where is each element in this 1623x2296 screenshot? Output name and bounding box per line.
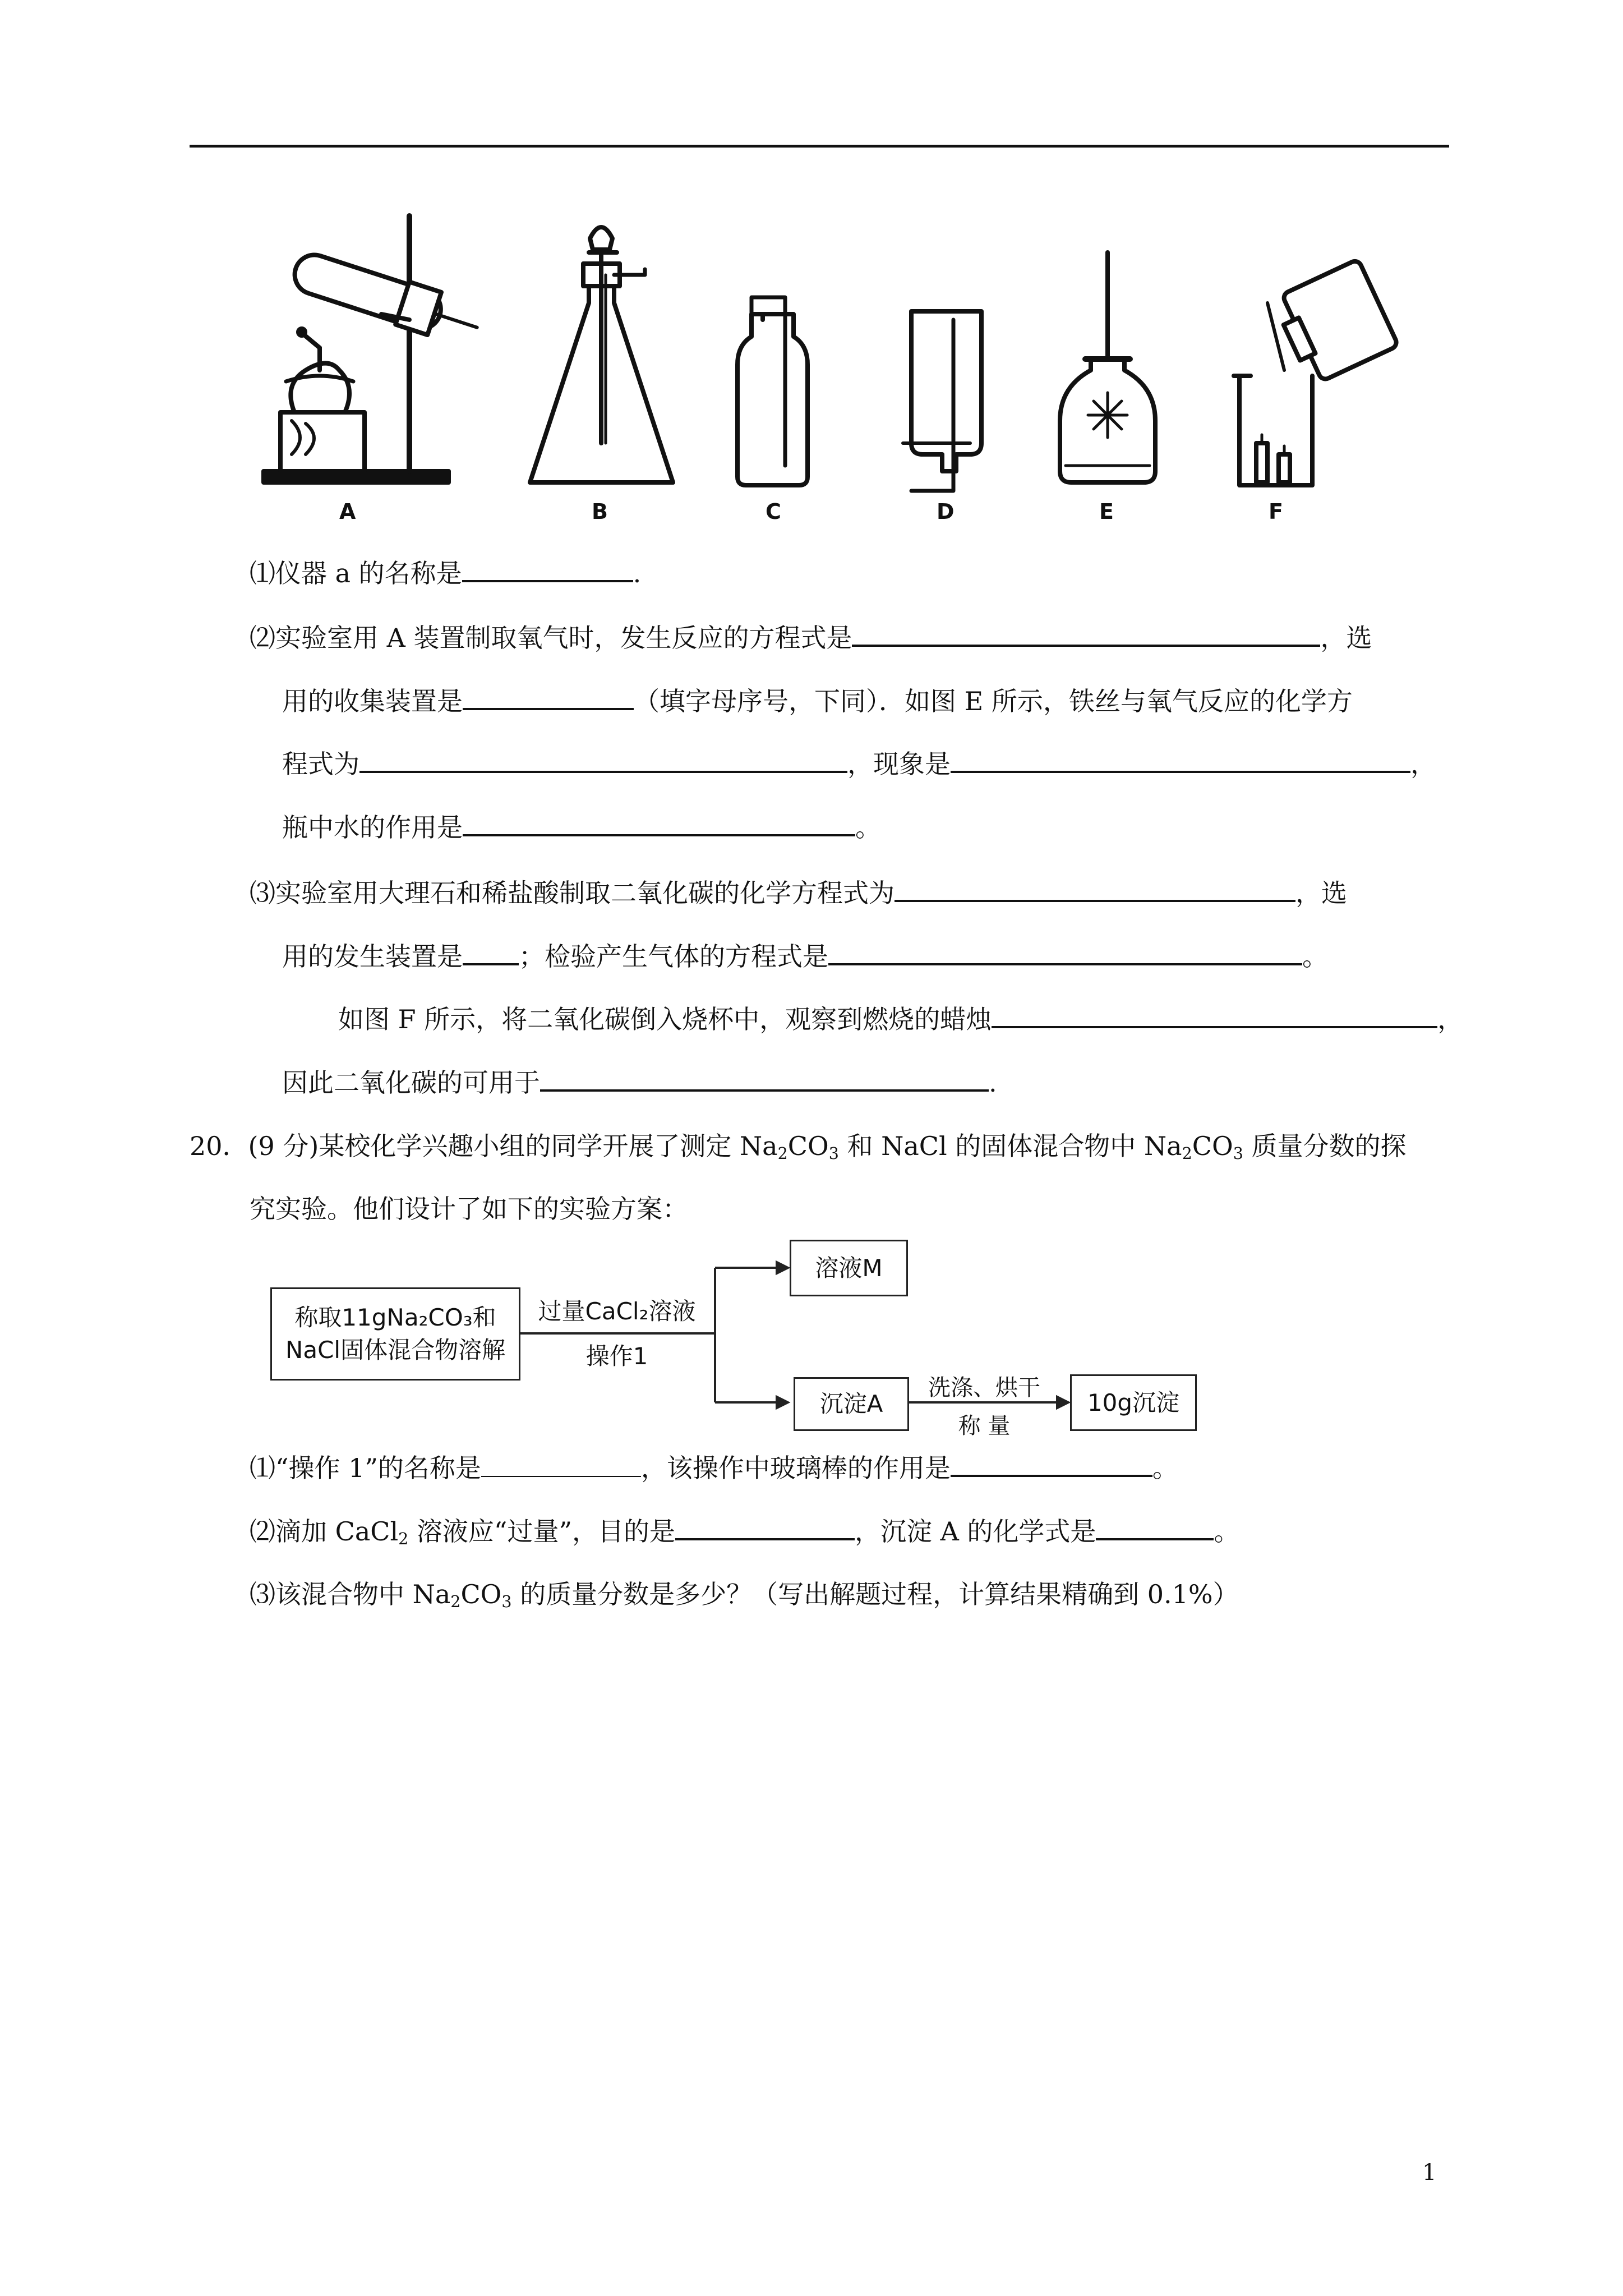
q19-part3-line1: ⑶实验室用大理石和稀盐酸制取二氧化碳的化学方程式为 ，选: [250, 875, 1347, 910]
solution-m-box: 溶液M: [790, 1240, 908, 1296]
apparatus-f-drawing: [1234, 259, 1399, 485]
answer-blank[interactable]: [1096, 1513, 1214, 1540]
q19-part1: ⑴仪器 a 的名称是 .: [250, 555, 641, 590]
q19-part3-line3: 如图 F 所示，将二氧化碳倒入烧杯中，观察到燃烧的蜡烛 ，: [338, 1001, 1463, 1036]
apparatus-label-c: C: [766, 499, 781, 524]
apparatus-a-drawing: [264, 216, 484, 482]
answer-blank[interactable]: [951, 1450, 1152, 1477]
q19-part2-line4: 瓶中水的作用是 。: [282, 809, 881, 844]
final-precipitate-box: 10g沉淀: [1070, 1374, 1197, 1431]
q19-part2-line2: 用的收集装置是 （填字母序号，下同）．如图 E 所示，铁丝与氧气反应的化学方: [282, 683, 1353, 718]
q20-part2: ⑵滴加 CaCl$_2$ 溶液应“过量”，目的是 ，沉淀 A 的化学式是 。: [250, 1513, 1239, 1556]
answer-blank[interactable]: [481, 1451, 641, 1477]
start-mixture-box: 称取11gNa₂CO₃和 NaCl固体混合物溶解: [270, 1287, 520, 1381]
answer-blank[interactable]: [462, 555, 633, 582]
page-number: 1: [1422, 2160, 1437, 2185]
q19-part3-line4: 因此二氧化碳的可用于 .: [282, 1065, 997, 1099]
answer-blank[interactable]: [540, 1065, 989, 1092]
answer-blank[interactable]: [675, 1513, 855, 1540]
apparatus-label-b: B: [592, 499, 608, 524]
answer-blank[interactable]: [828, 938, 1302, 965]
apparatus-label-f: F: [1269, 499, 1283, 524]
apparatus-c-drawing: [737, 297, 808, 485]
q19-part2-line3: 程式为 ，现象是 ，: [282, 746, 1436, 781]
q20-intro-line1: 20．(9 分)某校化学兴趣小组的同学开展了测定 $Na_2CO_3$ 和 NaCl 的固体混合物中 $Na_2CO_3$ 质量分数的探: [190, 1131, 1407, 1163]
answer-blank[interactable]: [895, 875, 1295, 902]
answer-blank[interactable]: [463, 809, 855, 836]
apparatus-label-e: E: [1099, 499, 1114, 524]
apparatus-label-a: A: [339, 499, 356, 524]
wash-dry-label: 洗涤、烘干: [928, 1375, 1040, 1401]
apparatus-d-drawing: [903, 311, 981, 491]
q20-intro-line2: 究实验。他们设计了如下的实验方案：: [250, 1194, 688, 1224]
precipitate-a-box: 沉淀A: [794, 1377, 909, 1431]
apparatus-drawing: [247, 208, 1413, 522]
weigh-label: 称 量: [958, 1413, 1011, 1439]
answer-blank[interactable]: [359, 746, 847, 773]
q20-part1: ⑴“操作 1”的名称是 ，该操作中玻璃棒的作用是 。: [250, 1450, 1178, 1485]
answer-blank[interactable]: [992, 1001, 1437, 1028]
q19-part2-line1: ⑵实验室用 A 装置制取氧气时，发生反应的方程式是 ，选: [250, 620, 1372, 655]
apparatus-b-drawing: [530, 227, 673, 482]
q20-part3: ⑶该混合物中 $Na_2CO_3$ 的质量分数是多少？（写出解题过程，计算结果精确到 0.1%）: [250, 1579, 1239, 1612]
apparatus-e-drawing: [1060, 252, 1155, 482]
q19-part3-line2: 用的发生装置是 ；检验产生气体的方程式是 。: [282, 938, 1328, 973]
apparatus-figure: [247, 208, 1413, 522]
apparatus-label-d: D: [937, 499, 955, 524]
header-rule: [190, 145, 1449, 148]
reagent-label: 过量CaCl₂溶液: [538, 1297, 696, 1325]
answer-blank[interactable]: [463, 683, 634, 710]
operation1-label: 操作1: [585, 1342, 648, 1370]
answer-blank[interactable]: [852, 620, 1320, 647]
answer-blank[interactable]: [951, 746, 1410, 773]
experiment-flowchart: [264, 1223, 1217, 1439]
answer-blank[interactable]: [463, 938, 519, 965]
